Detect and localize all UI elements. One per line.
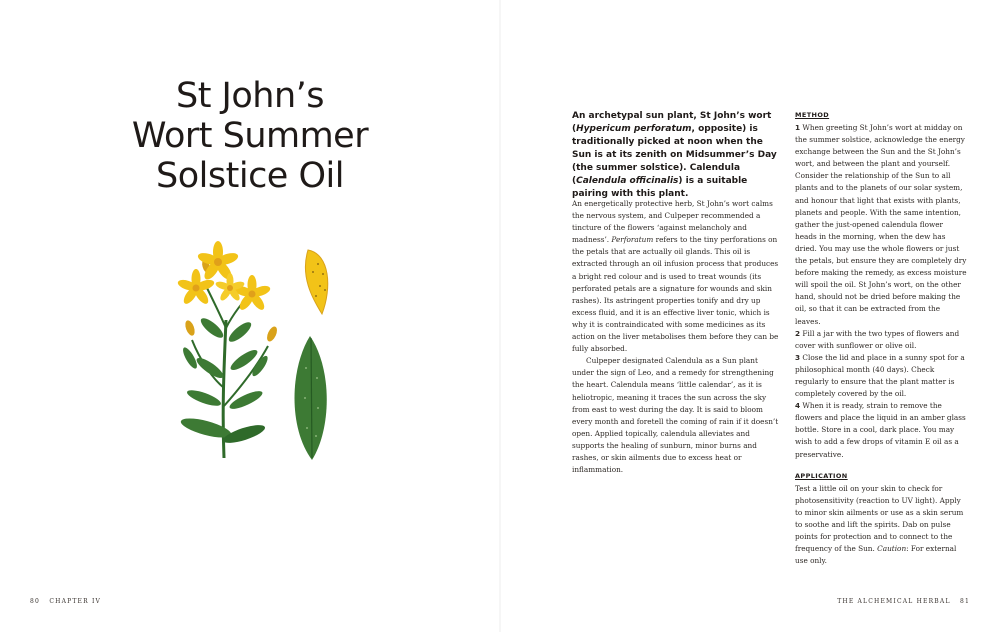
step-text: When greeting St John’s wort at midday on the summer solstice, acknowledge the energy exchange between the Sun and the St John’s wort, and between the plant and yourself. Consider the relationship of the Sun to all plants and to the planets of our solar system, and honour that light that exists with plants, planets and people. With the same intention, gather the just-opened calendula flower heads in the morning, when the dew has dried. You may use the whole flowers or just the petals, but ensure they are completely dry before making the remedy, as excess moisture will spoil the oil. St John’s wort, on the other hand, should not be dried before making the oil, so that it can be extracted from the leaves.: [795, 123, 967, 326]
method-step-4: [795, 400, 967, 460]
intro-text-2: , opposite) is traditionally picked at noon when the Sun is at its zenith on Midsummer’s Day (the summer solstice). Calendula (: [572, 124, 777, 186]
body-para1-a: An energetically protective herb, St John’s wort calms the nervous system, and Culpeper recommended a tincture of the flowers ‘against melancholy and madness’.: [572, 199, 773, 245]
body-paragraph-1: [572, 198, 780, 355]
instructions-column: [795, 110, 967, 567]
caution-label: Caution: [877, 544, 907, 554]
body-text: [572, 198, 780, 476]
page-title: [90, 76, 410, 196]
title-line-2: Wort Summer: [131, 116, 369, 156]
step-text: When it is ready, strain to remove the flowers and place the liquid in an amber glass bottle. Store in a cool, dark place. You may wish to add a few drops of vitamin E oil as a preservative.: [795, 401, 966, 459]
step-number: 3: [795, 352, 801, 362]
application-text: [795, 483, 967, 568]
body-paragraph-2: Culpeper designated Calendula as a Sun plant under the sign of Leo, and a remedy for strengthening the heart. Calendula means ‘little calendar’, as it is heliotropic, meaning it traces the sun across the sky from east to west during the day. It is said to bloom every month and foretell the coming of rain if it doesn’t open. Applied topically, calendula alleviates and supports the healing of sunburn, minor burns and rashes, or skin ailments due to excess heat or inflammation.: [572, 356, 779, 475]
step-number: 2: [795, 328, 801, 338]
footer-right-folio: THE ALCHEMICAL HERBAL 81: [837, 598, 970, 605]
title-line-3: Solstice Oil: [156, 156, 344, 196]
intro-paragraph: [572, 110, 780, 201]
method-step-1: [795, 122, 967, 328]
application-body: Test a little oil on your skin to check for photosensitivity (reaction to UV light). Apply to minor skin ailments or use as a skin serum to soothe and lift the spirits. Dab on pulse points for protection and to connect to the frequency of the Sun.: [795, 483, 964, 554]
intro-latin-calendula: Calendula officinalis: [576, 176, 679, 186]
body-para1-b: refers to the tiny perforations on the petals that are actually oil glands. This oil is extracted through an oil infusion process that produces a bright red colour and is used to treat wounds (its perforated petals are a signature for wounds and skin rashes). Its astringent properties tonify and dry up excess fluid, and it is an effective liver tonic, which is why it is contraindicated with some medicines as its action on the liver metabolises them before they can be fully absorbed.: [572, 235, 779, 354]
method-heading: METHOD: [795, 111, 830, 119]
footer-left-folio: 80 CHAPTER IV: [30, 598, 102, 605]
book-gutter: [499, 0, 501, 632]
intro-latin-hypericum: Hypericum perforatum: [576, 124, 692, 134]
step-number: 4: [795, 401, 801, 411]
method-step-3: [795, 352, 967, 400]
intro-text-3: ) is a suitable pairing with this plant.: [572, 176, 748, 199]
caution-text: : For external use only.: [795, 544, 957, 566]
method-step-2: [795, 328, 967, 352]
st-johns-wort-illustration: [160, 228, 360, 478]
title-line-1: St John’s: [175, 76, 325, 116]
step-number: 1: [795, 123, 801, 132]
application-heading: APPLICATION: [795, 471, 848, 480]
step-text: Fill a jar with the two types of flowers and cover with sunflower or olive oil.: [795, 328, 960, 350]
step-text: Close the lid and place in a sunny spot for a philosophical month (40 days). Check regularly to ensure that the plant matter is completely covered by the oil.: [795, 352, 965, 399]
body-para1-latin: Perforatum: [611, 235, 654, 245]
intro-text-1: An archetypal sun plant, St John’s wort (: [572, 111, 772, 134]
